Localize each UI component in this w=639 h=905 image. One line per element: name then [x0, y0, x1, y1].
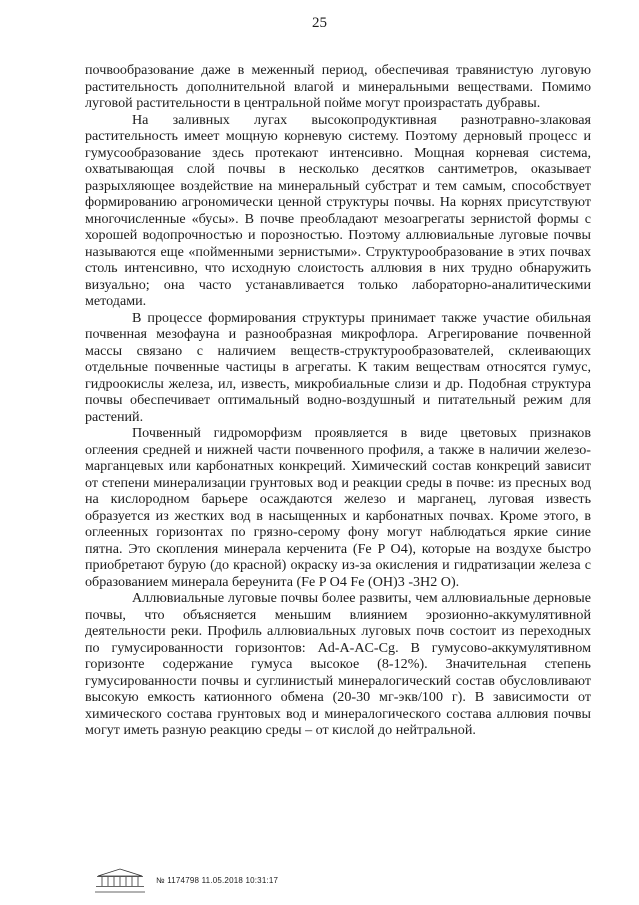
paragraph: На заливных лугах высокопродуктивная разнотравно-злаковая растительность имеет мощную корневую систему. Поэтому дерновый процесс и гумусообразование здесь протекают интенсивно. Мощная корневая система, охватывающая слой почвы в несколько десятков сантиметров, оказывает разрыхляющее воздействие на минеральный субстрат и тем самым, способствует формированию агрономически ценной структуры почвы. На корнях присутствуют многочисленные «бусы». В почве преобладают мезоагрегаты зернистой формы с хорошей водопрочностью и порозностью. Поэтому аллювиальные луговые почвы называются еще «пойменными зернистыми». Структурообразование в этих почвах столь интенсивно, что исходную слоистость аллювия в них трудно обнаружить визуально; она часто устанавливается только лабораторно-аналитическими методами.	[85, 111, 591, 309]
paragraph: Аллювиальные луговые почвы более развиты, чем аллювиальные дерновые почвы, что объясняется меньшим влиянием эрозионно-аккумулятивной деятельности реки. Профиль аллювиальных луговых почв состоит из переходных по гумусированности горизонтов: Ad-A-AC-Cg. В гумусово-аккумулятивном горизонте содержание гумуса высокое (8-12%). Значительная степень гумусированности почвы и суглинистый минералогический состав обусловливают высокую емкость катионного обмена (20-30 мг-экв/100 г). В зависимости от химического состава грунтовых вод и минералогического состава аллювия почвы могут иметь разную реакцию среды – от кислой до нейтральной.	[85, 590, 591, 738]
paragraph: Почвенный гидроморфизм проявляется в виде цветовых признаков оглеения средней и нижней части почвенного профиля, а также в наличии железо-марганцевых или карбонатных конкреций. Химический состав конкреций зависит от степени минерализации грунтовых вод и реакции среды в почве: из пресных вод на кислородном барьере осаждаются железо и марганец, луговая известь образуется из жестких вод в насыщенных и карбонатных почвах. Кроме этого, в оглеенных горизонтах по грязно-серому фону могут наблюдаться яркие синие пятна. Это скопления минерала керченита (Fe P O4), которые на воздухе быстро приобретают бурую (до красной) окраску из-за окисления и гидратизации железа с образованием минерала береунита (Fe P O4 Fe (OH)3 -3H2 O).	[85, 425, 591, 590]
page-number: 25	[312, 15, 327, 31]
document-stamp-id: № 1174798 11.05.2018 10:31:17	[156, 875, 279, 885]
building-emblem-icon	[94, 867, 146, 893]
paragraph: почвообразование даже в меженный период, обеспечивая травянистую луговую растительность дополнительной влагой и минеральными веществами. Помимо луговой растительности в центральной пойме могут произрастать дубравы.	[85, 62, 591, 111]
paragraph: В процессе формирования структуры принимает также участие обильная почвенная мезофауна и разнообразная микрофлора. Агрегирование почвенной массы связано с наличием веществ-структурообразователей, склеивающих отдельные почвенные частицы в агрегаты. К таким веществам относятся гумус, гидроокислы железа, ил, известь, микробиальные слизи и др. Подобная структура почвы обеспечивает оптимальный водно-воздушный и питательный режим для растений.	[85, 309, 591, 425]
document-body	[85, 62, 591, 739]
document-footer	[94, 866, 278, 894]
